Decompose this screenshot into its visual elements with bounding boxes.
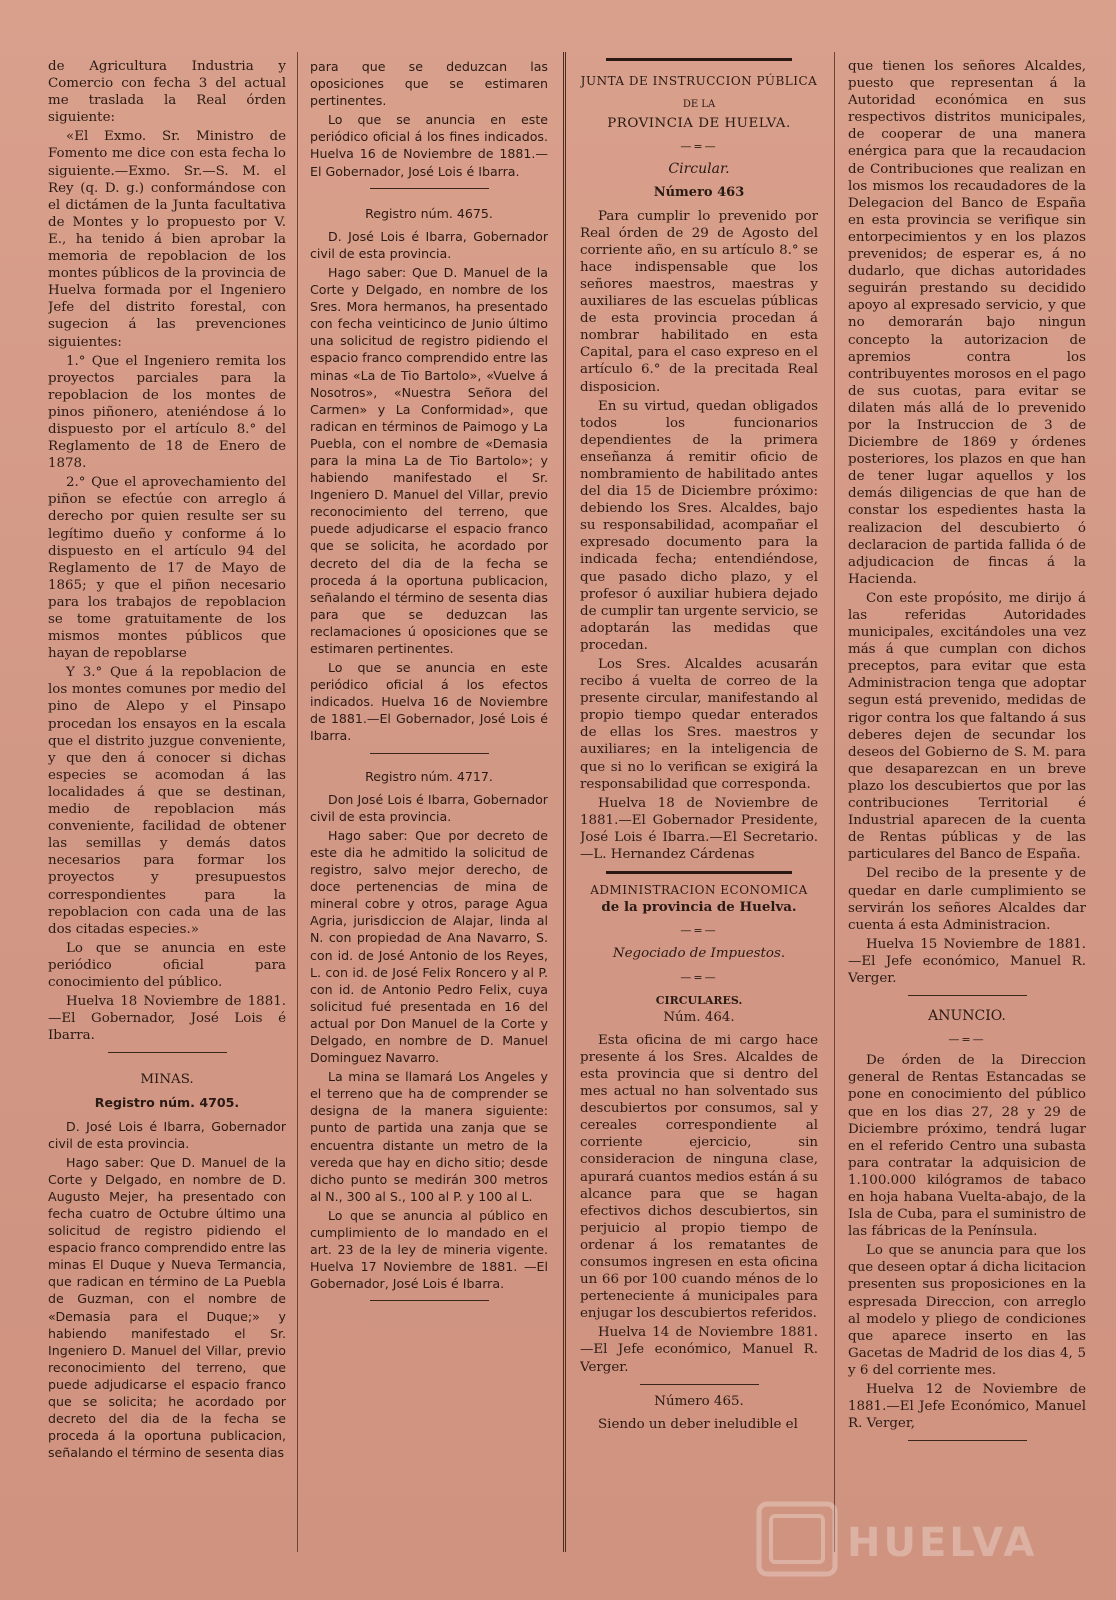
circular-heading: Circular.	[668, 161, 730, 178]
junta-heading-de-la: DE LA	[682, 99, 716, 111]
paragraph: Los Sres. Alcaldes acusarán recibo á vuelta de correo de la presente circular, manifestando al propio tiempo quedar enterados de ellas los Sres. maestros y auxiliares; en la inteligencia de que si no lo verifican se exigirá la responsabilidad que corresponda.	[580, 657, 818, 792]
paragraph: La mina se llamará Los Angeles y el terreno que ha de comprender se designa de la manera siguiente: punto de partida una zanja que se encuentra distante un metro de la vereda que hay en dicho sitio; desde dicho punto se medirán 300 metros al N., 300 al S., 100 al P. y 100 al L.	[310, 1069, 548, 1204]
circulares-heading: CIRCULARES.	[655, 993, 743, 1007]
paragraph: de Agricultura Industria y Comercio con fecha 3 del actual me traslada la Real órden siguiente:	[48, 59, 286, 126]
column-3	[580, 58, 818, 1578]
paragraph: Lo que se anuncia en este periódico oficial para conocimiento del público.	[48, 940, 286, 990]
numero-heading: Número 465.	[654, 1393, 744, 1409]
paragraph: Lo que se anuncia en este periódico oficial á los fines indicados. Huelva 16 de Noviembre de 1881.—El Gobernador, José Lois é Ibarra.	[310, 112, 548, 179]
paragraph: Y 3.° Que á la repoblacion de los montes comunes por medio del pino de Alepo y el Pinsapo procedan los ensayos en la escala que el distrito juzgue conveniente, y que den á conocer si dichas especies se acomodan á las localidades á que se destinan, medio de repoblacion más conveniente, facilidad de obtener las semillas y demás datos necesarios para formar los proyectos y presupuestos correspondientes para la repoblacion con cada una de las dos citadas especies.»	[48, 665, 286, 937]
junta-heading-provincia: PROVINCIA DE HUELVA.	[607, 116, 791, 132]
registro-heading: Registro núm. 4717.	[365, 768, 493, 784]
registro-heading: Registro núm. 4675.	[365, 205, 493, 221]
numero-heading: Número 463	[653, 185, 745, 201]
paragraph: Para cumplir lo prevenido por Real órden de 29 de Agosto del corriente año, en su artículo 8.° se hace indispensable que los señores maestros, maestras y auxiliares de las escuelas públicas de esta provincia procedan á nombrar habilitado en esta Capital, para el caso expreso en el artículo 6.° de la precitada Real disposicion.	[580, 208, 818, 395]
paragraph: Lo que se anuncia en este periódico oficial á los efectos indicados. Huelva 16 de Noviembre de 1881.—El Gobernador, José Lois é Ibarra.	[310, 660, 548, 744]
paragraph: En su virtud, quedan obligados todos los funcionarios dependientes de la primera enseñanza á remitir oficio de nombramiento de habilitado antes del dia 15 de Diciembre próximo: debiendo los Sres. Alcaldes, bajo su responsabilidad, acompañar el expresado documento para la indicada fecha; entendiéndose, que pasado dicho plazo, y el profesor ó auxiliar hubiera dejado de cumplir tan urgente servicio, se adoptarán las medidas que procedan.	[580, 398, 818, 653]
signature-line: Huelva 18 Noviembre de 1881. —El Gobernador, José Lois é Ibarra.	[48, 994, 286, 1044]
section-divider	[908, 1440, 1027, 1441]
ornament: —=—	[680, 924, 718, 938]
paragraph: Lo que se anuncia para que los que deseen optar á dicha licitacion presenten sus proposiciones en la espresada Direccion, con arreglo al modelo y pliego de condiciones que aparece inserto en las Gacetas de Madrid de los dias 4, 5 y 6 del corriente mes.	[848, 1243, 1086, 1378]
paragraph: Lo que se anuncia al público en cumplimiento de lo mandado en el art. 23 de la ley de mineria vigente. Huelva 17 Noviembre de 1881. —El Gobernador, José Lois é Ibarra.	[310, 1207, 548, 1292]
lead-paragraph: D. José Lois é Ibarra, Gobernador civil de esta provincia.	[48, 1118, 286, 1151]
paragraph: 1.° Que el Ingeniero remita los proyectos parciales para la repoblacion de los montes de pinos piñonero, ateniéndose á lo dispuesto por el artículo 8.° del Reglamento de 18 de Enero de 1878.	[48, 353, 286, 472]
paragraph: Hago saber: Que D. Manuel de la Corte y Delgado, en nombre de los Sres. Mora hermanos, ha presentado con fecha veinticinco de Junio último una solicitud de registro pidiendo el espacio franco comprendido entre las minas «La de Tio Bartolo», «Vuelve á Nosotros», «Nuestra Señora del Carmen» y La Conformidad», que radican en términos de Paimogo y La Puebla, con el nombre de «Demasia para la mina La de Tio Bartolo»; y habiendo manifestado el Sr. Ingeniero D. Manuel del Villar, previo reconocimiento del terreno, que puede adjudicarse el espacio franco que se solicita, he acordado por decreto del dia de la fecha se proceda á la oportuna publicacion, señalando el término de sesenta dias para que se deduzcan las reclamaciones ú oposiciones que se estimaren pertinentes.	[310, 264, 548, 656]
section-divider	[370, 753, 489, 754]
column-rule	[297, 52, 298, 1552]
administracion-subheading: de la provincia de Huelva.	[601, 899, 797, 916]
section-divider	[606, 871, 792, 874]
column-1	[48, 58, 286, 1578]
watermark-text: HUELVA	[847, 1520, 1038, 1566]
junta-heading: JUNTA DE INSTRUCCION PÚBLICA	[580, 74, 818, 88]
section-divider	[640, 1384, 759, 1385]
column-rule-double	[563, 52, 568, 1552]
ornament: —=—	[680, 970, 718, 984]
numero-heading: Núm. 464.	[663, 1009, 735, 1025]
signature-line: Huelva 18 de Noviembre de 1881.—El Gobernador Presidente, José Lois é Ibarra.—El Secretario.—L. Hernandez Cárdenas	[580, 795, 818, 863]
registro-heading: Registro núm. 4705.	[94, 1095, 240, 1111]
paragraph: que tienen los señores Alcaldes, puesto que representan á la Autoridad económica en sus respectivos distritos municipales, de cooperar de una manera enérgica para que la recaudacion de Contribuciones que realizan en los mismos los recaudadores de la Delegacion del Banco de España en esta provincia se verifique sin entorpecimientos y en los plazos prevenidos; de esperar es, á no dudarlo, que dichas autoridades seguirán prestando su decidido apoyo al expresado servicio, y que no demorarán bajo ningun concepto la autorizacion de apremios contra los contribuyentes morosos en el pago de sus cuotas, para evitar se dilaten más allá de lo prevenido por la Instruccion de 3 de Diciembre de 1869 y órdenes posteriores, los plazos en que han de tener lugar aquellos y los demás diligencias de que han de constar los espedientes hasta la realizacion del descubierto ó declaracion de partida fallida ó de adjudicacion de fincas á la Hacienda.	[848, 59, 1086, 587]
anuncio-heading: ANUNCIO.	[928, 1008, 1006, 1025]
paragraph: Hago saber: Que por decreto de este dia he admitido la solicitud de registro, salvo mejor derecho, de doce pertenencias de mina de mineral cobre y otros, parage Agua Agria, jurisdiccion de Alajar, linda al N. con propiedad de Ana Navarro, S. con id. de José Antonio de los Reyes, L. con id. de José Felix Roncero y al P. con id. de Antonio Pedro Felix, cuya solicitud fué presentada en 16 del actual por Don Manuel de la Corte y Delgado, en nombre de D. Manuel Dominguez Navarro.	[310, 827, 548, 1066]
section-divider	[370, 1300, 489, 1301]
section-heading-minas: MINAS.	[140, 1072, 194, 1088]
paragraph: Del recibo de la presente y de quedar en darle cumplimiento se servirán los señores Alcaldes dar cuenta á esta Administracion.	[848, 866, 1086, 933]
top-divider	[606, 58, 792, 61]
archive-watermark	[755, 1492, 1075, 1582]
lead-paragraph: D. José Lois é Ibarra, Gobernador civil de esta provincia.	[310, 228, 548, 261]
paragraph: «El Exmo. Sr. Ministro de Fomento me dice con esta fecha lo siguiente.—Exmo. Sr.—S. M. el Rey (q. D. g.) conformándose con el dictámen de la Junta facultativa de Montes y lo propuesto por V. E., ha tenido á bien aprobar la memoria de repoblacion de los montes públicos de la provincia de Huelva formada por el Ingeniero Jefe del distrito forestal, con sugecion á las prevenciones siguientes:	[48, 129, 286, 350]
administracion-heading: ADMINISTRACION ECONOMICA	[590, 883, 808, 898]
ornament: —=—	[680, 140, 718, 154]
column-4	[848, 58, 1086, 1578]
paragraph: Hago saber: Que D. Manuel de la Corte y Delgado, en nombre de D. Augusto Mejer, ha presentado con fecha cuatro de Octubre último una solicitud de registro pidiendo el espacio franco comprendido entre las minas El Duque y Nueva Termancia, que radican en término de La Puebla de Guzman, con el nombre de «Demasia para el Duque;» y habiendo manifestado el Sr. Ingeniero D. Manuel del Villar, previo reconocimiento del terreno, que puede adjudicarse el espacio franco que se solicita; he acordado por decreto del dia de la fecha se proceda á la oportuna publicacion, señalando el término de sesenta dias	[48, 1154, 286, 1461]
paragraph: De órden de la Direccion general de Rentas Estancadas se pone en conocimiento del público que en los dias 27, 28 y 29 de Diciembre próximo, tendrá lugar en el referido Centro una subasta para contratar la adquisicion de 1.100.000 kilógramos de tabaco en hoja habana Vuelta-abajo, de la Isla de Cuba, para el suministro de las fábricas de la Península.	[848, 1053, 1086, 1240]
paragraph: Siendo un deber ineludible el	[598, 1416, 798, 1432]
section-divider	[108, 1052, 227, 1053]
paragraph: para que se deduzcan las oposiciones que se estimaren pertinentes.	[310, 59, 548, 109]
column-rule	[834, 52, 835, 1552]
section-divider	[370, 188, 489, 189]
signature-line: Huelva 14 de Noviembre 1881. —El Jefe económico, Manuel R. Verger.	[580, 1325, 818, 1375]
paragraph: Esta oficina de mi cargo hace presente á los Sres. Alcaldes de esta provincia que si dentro del mes actual no han solventado sus descubiertos por consumos, sal y cereales correspondiente al corriente ejercicio, sin consideracion de ninguna clase, apurará cuantos medios están á su alcance para que se hagan efectivos dichos descubiertos, sin perjuicio al propio tiempo de ordenar á los rematantes de consumos ingresen en esta oficina un 66 por 100 cuando ménos de lo perteneciente á municipales para enjugar los descubiertos referidos.	[580, 1032, 818, 1322]
section-divider	[908, 995, 1027, 996]
paragraph: Con este propósito, me dirijo á las referidas Autoridades municipales, excitándoles una vez más á que cumplan con dichos preceptos, para evitar que esta Administracion tenga que adoptar segun está prevenido, medidas de rigor contra los que faltando á sus deberes dejen de secundar los deseos del Gobierno de S. M. para que desaparezcan en un breve plazo los descubiertos que por las contribuciones Territorial é Industrial aparecen de la cuenta de Rentas públicas y de las particulares del Banco de España.	[848, 590, 1086, 863]
lead-paragraph: Don José Lois é Ibarra, Gobernador civil de esta provincia.	[310, 791, 548, 824]
signature-line: Huelva 12 de Noviembre de 1881.—El Jefe Económico, Manuel R. Verger,	[848, 1382, 1086, 1432]
column-2	[310, 58, 548, 1578]
paragraph: 2.° Que el aprovechamiento del piñon se efectúe con arreglo á derecho por quien resulte ser su legítimo dueño y conforme á lo dispuesto en el artículo 94 del Reglamento de 17 de Mayo de 1865; y que el piñon necesario para los trabajos de repoblacion se tome gratuitamente de los mismos montes públicos que hayan de repoblarse	[48, 475, 286, 662]
archive-logo-icon	[755, 1500, 839, 1578]
ornament: —=—	[948, 1033, 986, 1047]
negociado-heading: Negociado de Impuestos.	[612, 946, 786, 962]
signature-line: Huelva 15 Noviembre de 1881. —El Jefe económico, Manuel R. Verger.	[848, 936, 1086, 986]
